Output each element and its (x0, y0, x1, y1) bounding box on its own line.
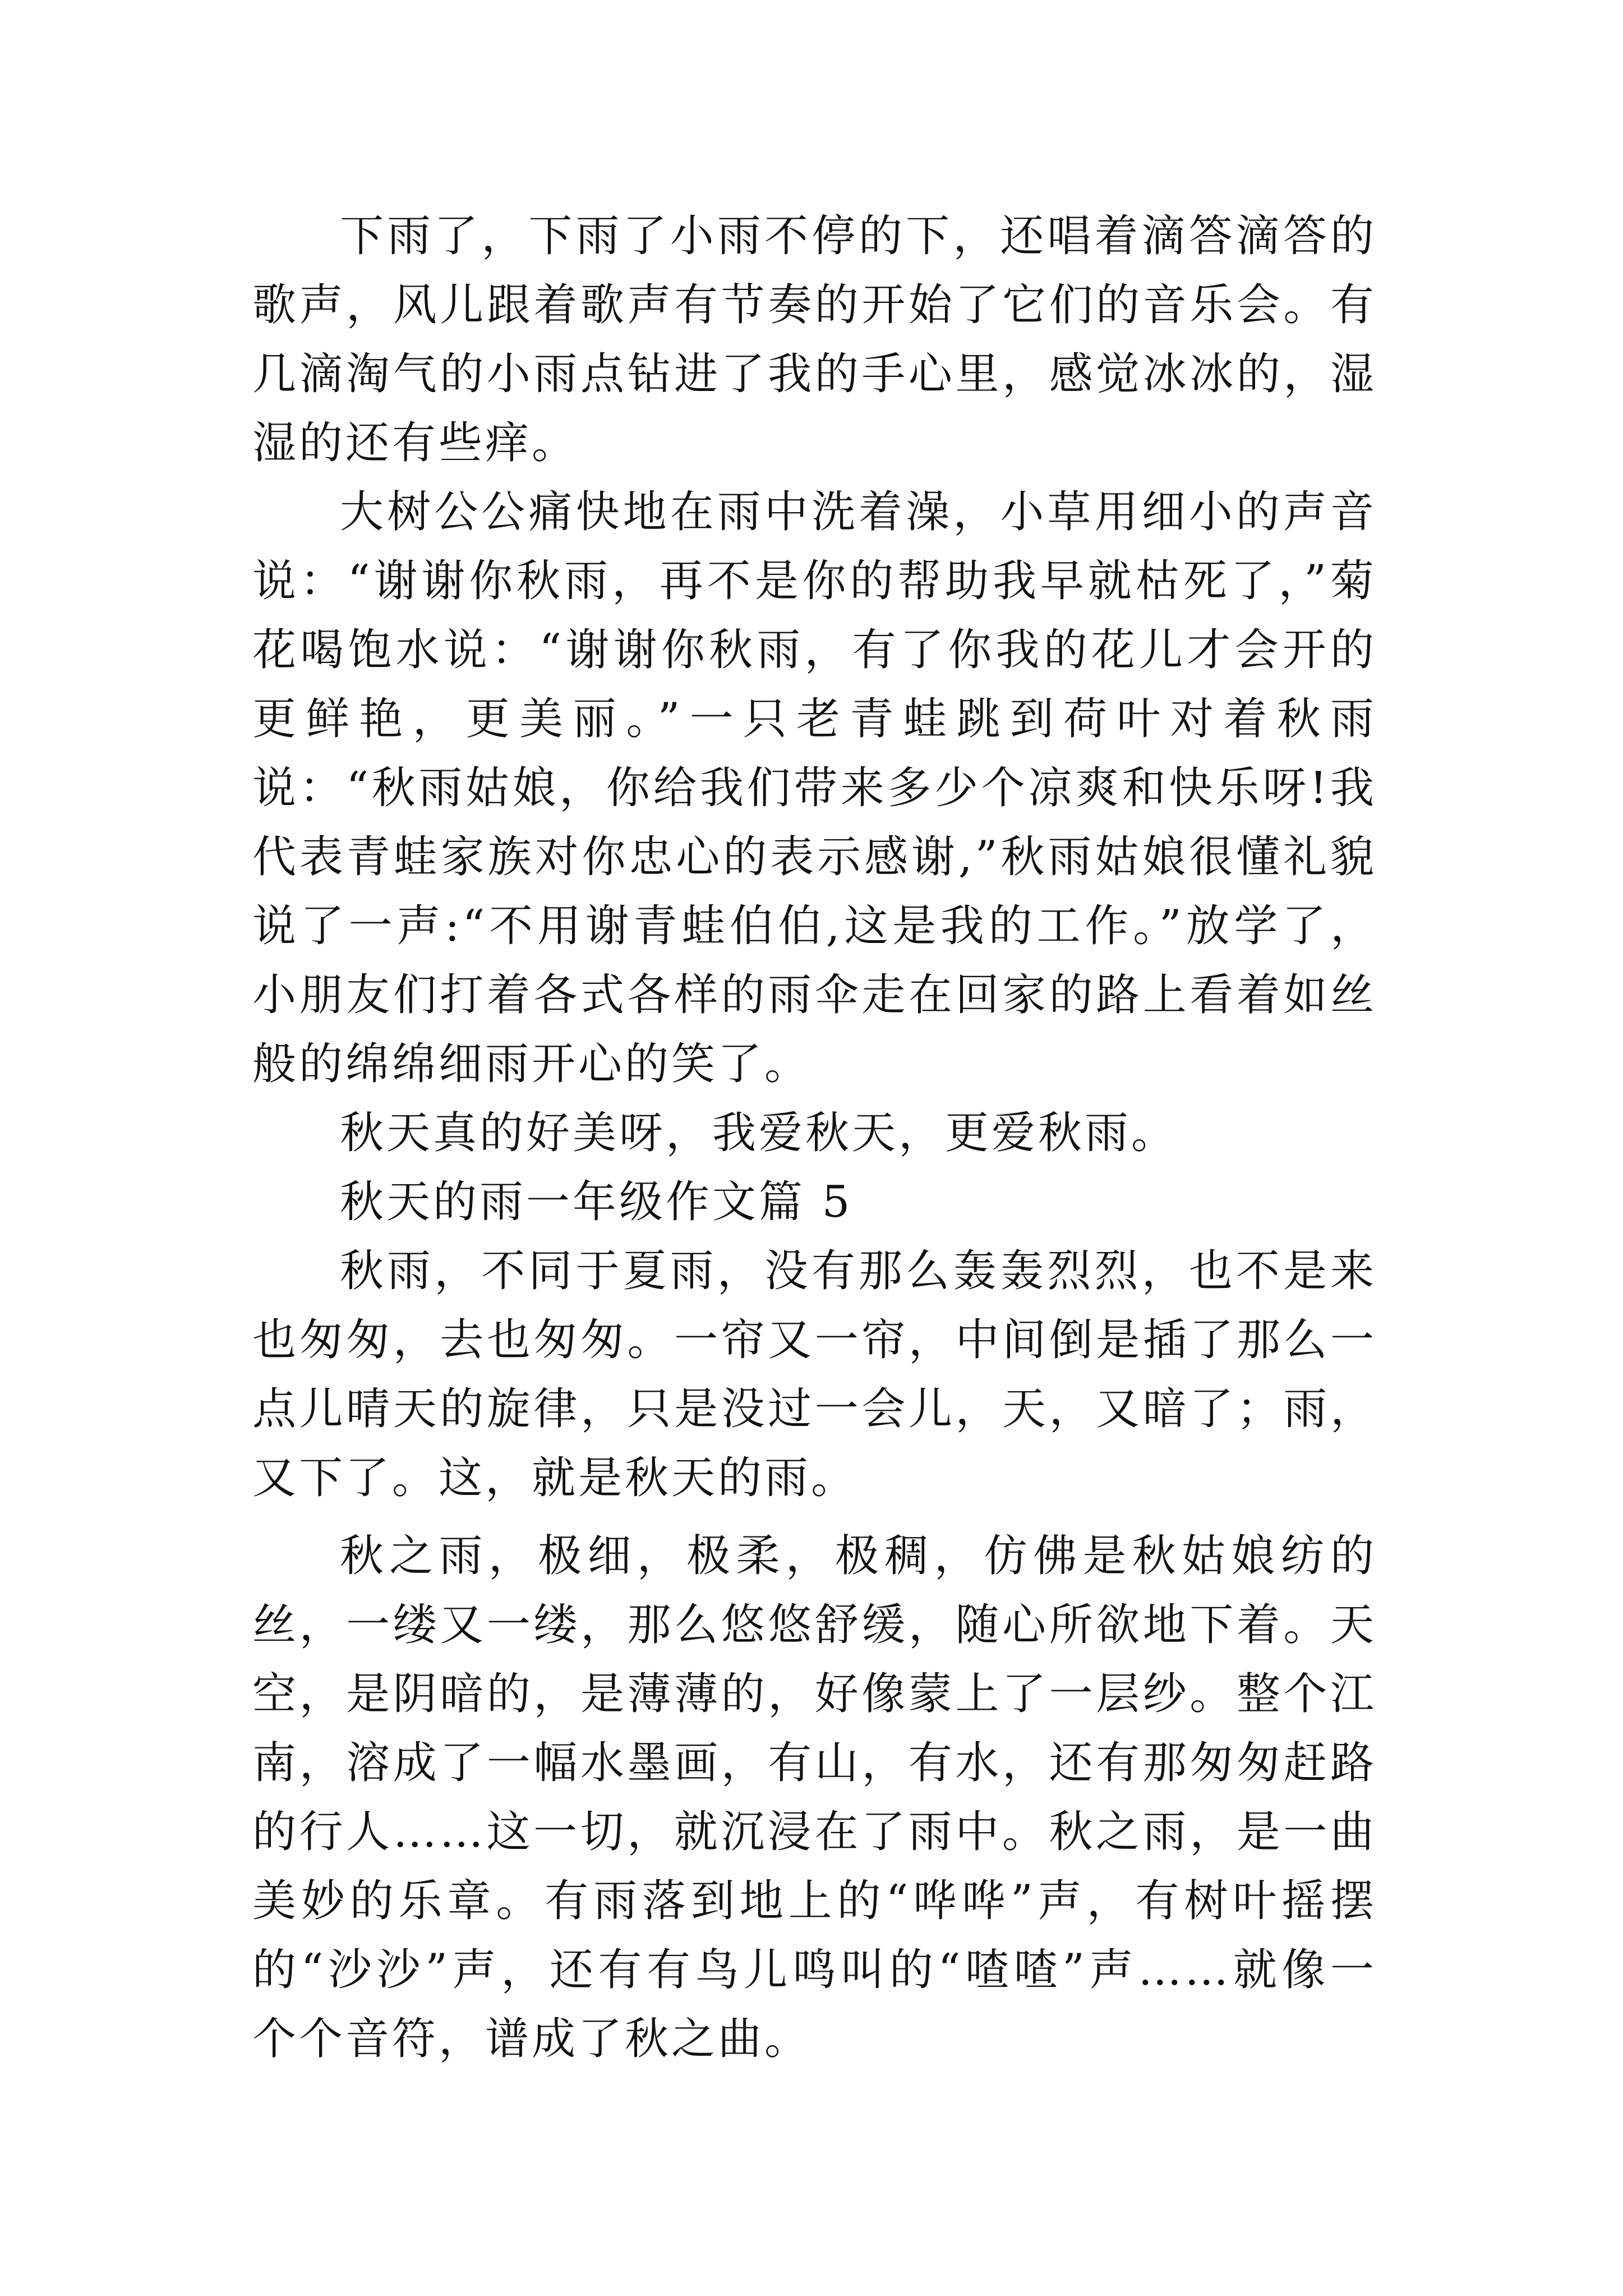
paragraph-autumn-rain-intro: 秋雨，不同于夏雨，没有那么轰轰烈烈，也不是来也匆匆，去也匆匆。一帘又一帘，中间倒是插了那么一点儿晴天的旋律，只是没过一会儿，天，又暗了；雨，又下了。这，就是秋天的雨。 (252, 1246, 1377, 1503)
paragraph-love-autumn: 秋天真的好美呀，我爱秋天，更爱秋雨。 (340, 1108, 1178, 1158)
paragraph-autumn-rain-description: 秋之雨，极细，极柔，极稠，仿佛是秋姑娘纺的丝，一缕又一缕，那么悠悠舒缓，随心所欲地下着。天空，是阴暗的，是薄薄的，好像蒙上了一层纱。整个江南，溶成了一幅水墨画，有山，有水，还有那匆匆赶路的行人……这一切，就沉浸在了雨中。秋之雨，是一曲美妙的乐章。有雨落到地上的“哗哗”声，有树叶摇摆的“沙沙”声，还有有鸟儿鸣叫的“喳喳”声……就像一个个音符，谱成了秋之曲。 (252, 1531, 1377, 2064)
paragraph-tree-and-grass: 大树公公痛快地在雨中洗着澡，小草用细小的声音说：“谢谢你秋雨，再不是你的帮助我早就枯死了，”菊花喝饱水说：“谢谢你秋雨，有了你我的花儿才会开的更鲜艳，更美丽。”一只老青蛙跳到荷叶对着秋雨说：“秋雨姑娘，你给我们带来多少个凉爽和快乐呀!我代表青蛙家族对你忠心的表示感谢,”秋雨姑娘很懂礼貌说了一声:“不用谢青蛙伯伯,这是我的工作。”放学了，小朋友们打着各式各样的雨伞走在回家的路上看着如丝般的绵绵细雨开心的笑了。 (252, 487, 1377, 1089)
paragraph-rain-falling: 下雨了，下雨了小雨不停的下，还唱着滴答滴答的歌声，风儿跟着歌声有节奏的开始了它们的音乐会。有几滴淘气的小雨点钻进了我的手心里，感觉冰冰的，湿湿的还有些痒。 (252, 211, 1377, 468)
document-body (252, 202, 1377, 2074)
section-heading: 秋天的雨一年级作文篇 5 (340, 1177, 853, 1227)
